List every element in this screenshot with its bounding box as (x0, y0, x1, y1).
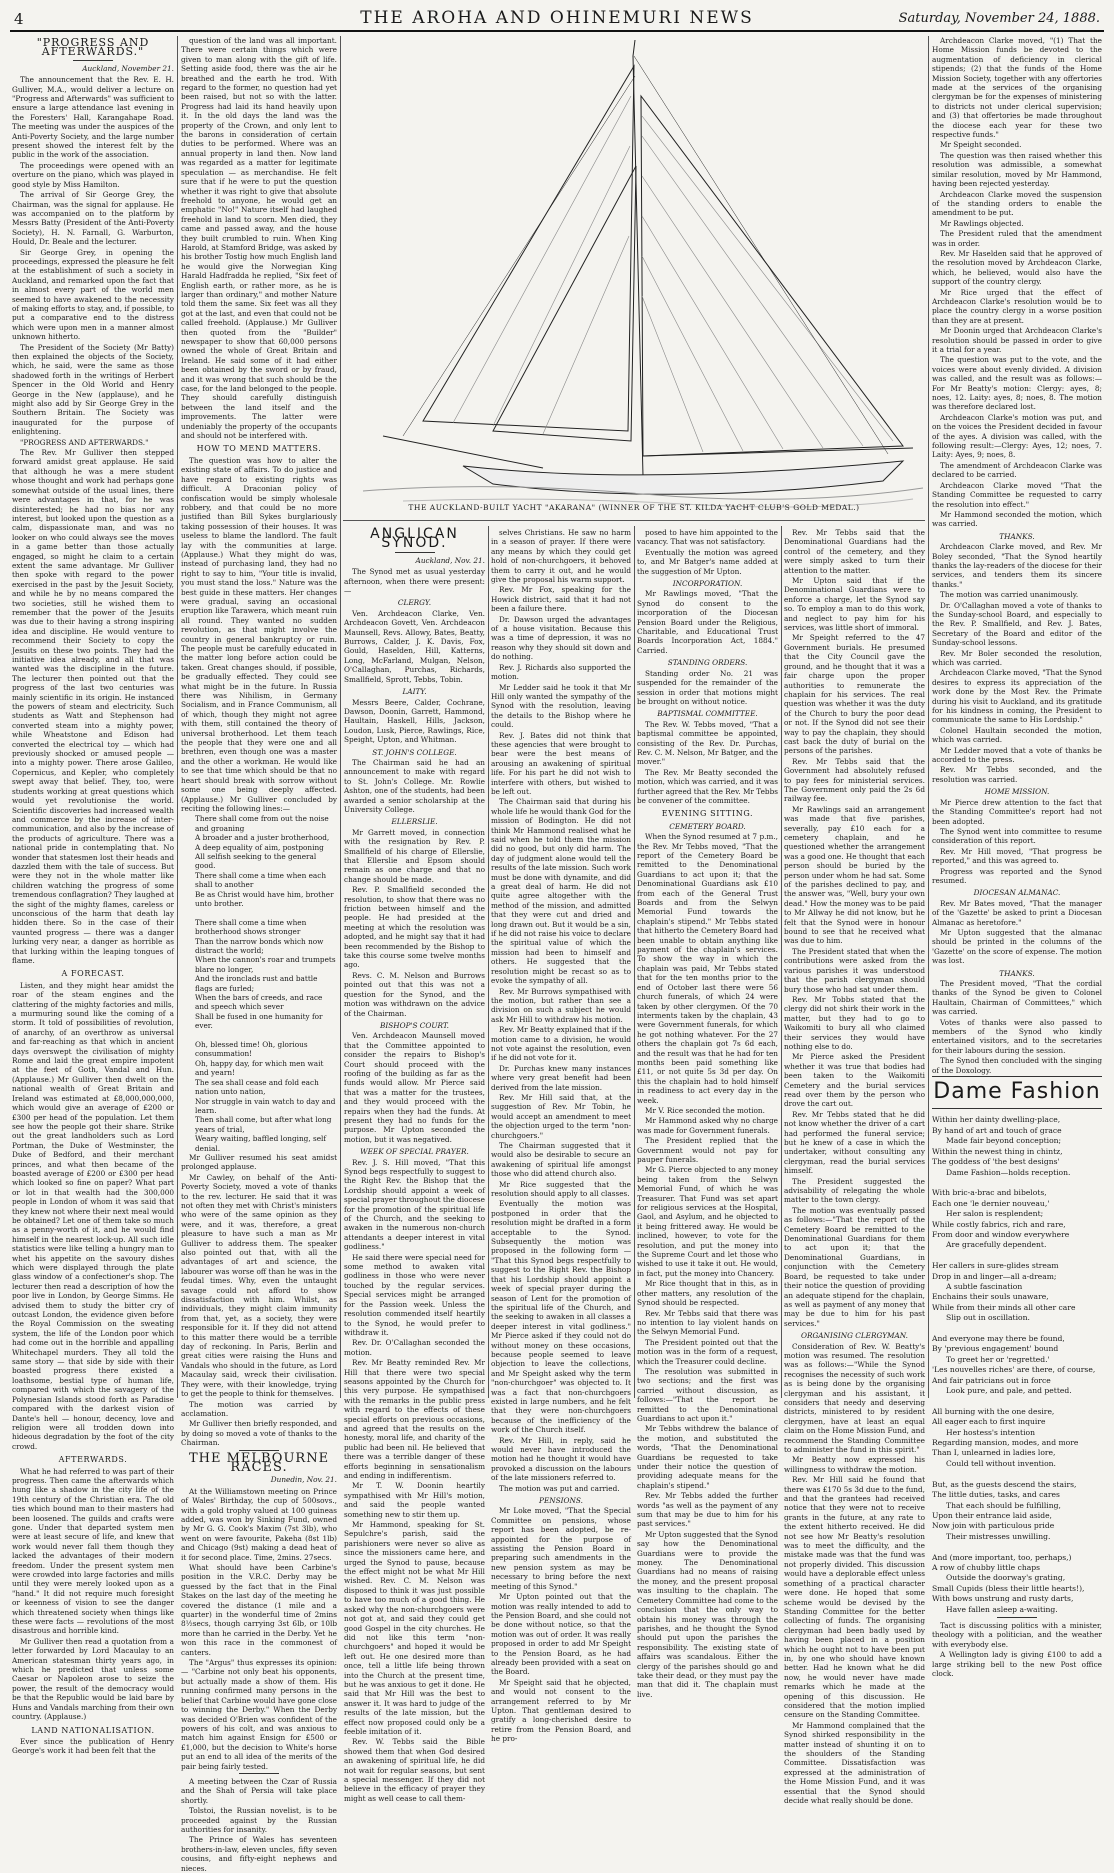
subheading: HOW TO MEND MATTERS. (196, 444, 322, 454)
yacht-staysail (493, 166, 636, 441)
paragraph: Listen, and they might hear amidst the roar of the steam engines and the clattering of the mighty factories and mills, a murmuring sound like the coming of a storm. It told of possibilities of revolution, of anarchy, of an overthrow as universal and far-reaching as that which in ancient days overswept the civilisation of mighty Rome and laid the great empire impotent at the feet of Goth, Vandal and Hun. (Applause.) Mr Gulliver then dwelt on the national wealth of Great Britain and Ireland was estimated at £8,000,000,000, which would give an average of £200 or £300 per head of the population. Let them see how the people got their share. Strike out the great landholders such as Lord Portman, the Duke of Westminster, the Duke of Bedford, and their merchant princes, and what then became of the boasted average of £200 or £300 per head which looked so fine on paper? What part or lot in that wealth had the 300,000 people in London of whom it was said that they knew not where their next meal would be obtained? Let one of them take so much as a penny-worth of it, and he would find himself in the nearest lock-up. All such idle statistics were like telling a hungry man to whet his appetite on the savoury dishes which were displayed through the plate glass window of a confectioner's shop. The lecturer then read a description of how the poor live in London, by George Simms. He advised them to study the bitter cry of outcast London, the evidence given before the Royal Commission on the sweating system, the life of the London poor which had come out in the horrible and appalling Whitechapel murders. They all told the same story — that side by side with their boasted progress there existed a loathsome, bestial type of human life, compared with which the savagery of the Polynesian Islands stood forth as Paradise compared with the darkest vision of Dante's hell — honour, decency, love and religion were all trodden down into hideous degradation by the foot of the city crowd. (12, 980, 174, 1451)
poem-line: By hand of art and touch of grace (932, 1125, 1062, 1135)
poem-line: Oh, blessed time! Oh, glorious consummation! (195, 1040, 308, 1059)
paragraph: Rev. Mr Hill moved, "That progress be reported," and this was agreed to. (932, 846, 1102, 866)
poem-line (181, 908, 337, 917)
paragraph: Rev. Mr Bates moved, "That the manager of the 'Gazette' be asked to print a Diocesan Almanac as heretofore." (932, 898, 1102, 927)
poem-line: Now join with particulous pride (932, 1521, 1055, 1531)
paragraph: Archdeacon Clarke moved, and Rev. Mr Boley seconded, "That the Synod heartily thanks the lay-readers of the diocese for their services, and tenders them its sincere thanks." (932, 542, 1102, 589)
poem-line: To greet her or 'regretted.' (946, 1354, 1050, 1364)
poem-line: Within her dainty dwelling-place, (932, 1115, 1061, 1125)
paragraph: Mr Gulliver then briefly responded, and by doing so moved a vote of thanks to the Chairman. (181, 1419, 337, 1448)
column-rule (781, 526, 782, 1398)
subheading: WEEK OF SPECIAL PRAYER. (360, 1147, 469, 1157)
poem-line: A row of chubby little chaps (932, 1562, 1040, 1572)
paragraph: The President ruled that the amendment was in order. (932, 229, 1102, 248)
poem-line (932, 1251, 1102, 1261)
poem-line: A deep equality of aim, postponing (195, 842, 324, 852)
paragraph: The President pointed out that the motion was in the form of a request, which the Treasurer could decline. (637, 1337, 778, 1366)
column-rule (488, 526, 489, 1398)
poem-line (932, 1542, 1102, 1552)
paragraph: Mr Hammond asked why no charge was made for Government funerals. (637, 1116, 778, 1135)
poem-line (181, 1031, 337, 1040)
paragraph: Mr Hammond seconded the motion, which was carried. (932, 509, 1102, 529)
paragraph: A Wellington lady is giving £100 to add a large striking bell to the new Post office clock. (932, 1650, 1102, 1678)
poem-line: Be as Christ would have him, brother unto brother. (195, 889, 334, 908)
illustration-rule (343, 520, 925, 521)
paragraph: Mr Speight referred to the 47 Government burials. He presumed that the City Council gave the ground, and he thought that it was a fair charge upon the proper authorities to remunerate the chaplain for his services. The real question was whether it was the duty of the Church to bury the poor dead or not. If the Synod did not see their way to pay the chaplain, they should cast back the duty of burial on the persons of the parishes. (784, 633, 925, 756)
poem-line: Dame Fashion—holds reception. (946, 1167, 1071, 1177)
paragraph: The Chairman suggested that it would also be desirable to secure an awakening of spiritual life amongst those who did attend church also. (491, 1141, 631, 1179)
paragraph: A meeting between the Czar of Russia and the Shah of Persia will take place shortly. (181, 1776, 337, 1805)
poem-line: Could tell without invention. (946, 1458, 1056, 1468)
subheading: CLERGY. (397, 598, 432, 608)
paragraph: The arrival of Sir George Grey, the Chairman, was the signal for applause. He was accompanied on to the platform by Messrs Batty (President of the Anti-Poverty Society), H. N. Farnall, G. Warburton, Hould, Dr. Beale and the lecturer. (12, 190, 174, 247)
paragraph: Sir George Grey, in opening the proceedings, expressed the pleasure he felt at the establishment of such a society in Auckland, and remarked upon the fact that in almost every part of the world men seemed to have awakened to the necessity of making efforts to stay, and, if possible, to put a comparative end to the distress which were upon men in a manner almost unknown hitherto. (12, 247, 174, 342)
paragraph: Mr Pierce asked the President whether it was true that bodies had been taken to the Waikomiti Cemetery and the burial services read over them by the person who drove the cart out. (784, 1052, 925, 1109)
paragraph: The motion was eventually passed as follows:—"That the report of the Cemetery Board be remitted to the Denominational Guardians for them to act upon it; that the Denominational Guardians, in conjunction with the Cemetery Board, be requested to take under their notice the question of providing an adequate stipend for the chaplain, as well as payment of any money that may be due to him for his past services." (784, 1205, 925, 1328)
paragraph: At the Williamstown meeting on Prince of Wales' Birthday, the cup of 500sovs., with a gold trophy valued at 100 guineas added, was won by Sinking Fund, owned by Mr G. G. Cook's Maxim (7st 3lb), who went on were favourite, Pakeha (8st 1lb) and Chicago (9st) making a dead heat of it for second place. Time, 2mins. 27secs. (181, 1486, 337, 1562)
poem-line: All eager each to first inquire (932, 1417, 1046, 1427)
paragraph: The Synod then concluded with the singing of the Doxology. (932, 1056, 1102, 1075)
paragraph: Mr Garrett moved, in connection with the resignation by Rev. P. Smallfield of his charge of Ellerslie, that Ellerslie and Epsom should remain as one charge and that no change should be made. (344, 827, 485, 884)
recited-poem (181, 814, 337, 1153)
paragraph: Mr Upton suggested that the Synod say how the Denominational Guardians were to provide the money. The Denominational Guardians had no means of raising the money, and the present proposal was insulting to the chaplain. The Cemetery Committee had come to the conclusion that the only way to obtain his money was through the parishes, and he thought the Synod should put upon the parishes the responsibility. The existing state of affairs was scandalous. Either the clergy of the parishes should go and take their dead, or they must pay the man that did it. The chaplain must live. (637, 1529, 778, 1699)
paragraph: Ven. Archdeacon Clarke, Ven. Archdeacon Govett, Ven. Archdeacon Maunsell, Revs. Allowy, Bates, Beatty, Burrows, Calder, J. K. Davis, Fox, Gould, Haselden, Hill, Katterns, Long, McFarland, Mulgan, Nelson, O'Callaghan, Purchas, Richards, Smallfield, Sprott, Tebbs, Tobin. (344, 608, 485, 684)
yacht-jib (423, 66, 634, 431)
paragraph: Mr Ledder moved that a vote of thanks be accorded to the press. (932, 745, 1102, 765)
paragraph: The question was how to alter the existing state of affairs. To do justice and have regard to existing rights was difficult. A Draconian policy of confiscation would be simply wholesale robbery, and that could be no more justified than Bill Sykes burglariously taking possession of their houses. It was useless to blame the landlord. The fault lay with the communities at large. (Applause.) What they might do was, instead of purchasing land, they had no right to say to him, "Your title is invalid, you must stand the loss." Nature was the best guide in these matters. Her changes were gradual, saving an occasional eruption like Tarawera, which meant ruin all round. They wanted no sudden revolution, as that might involve the country in general bankruptcy or ruin. The people must be carefully educated in the matter long before action could be taken. Great changes should, if possible, be gradually effected. They could see what might be in the future. In Russia there was Nihilism, in Germany Socialism, and in France Communism, all of which, though they might not agree with them, still contained the theory of universal brotherhood. Let them teach the people that they were one and all brethren, even though one was a master and the other a workman. He would like to see that time which should be that no heart should break with sorrow without some one being deeply affected. (Applause.) Mr Gulliver concluded by reciting the following lines:— (181, 455, 337, 813)
paragraph: Mr V. Rice seconded the motion. (645, 1105, 765, 1115)
dame-fashion-poem (932, 1115, 1102, 1615)
column-6 (784, 528, 925, 1806)
poem-line: Her salon is resplendent; (946, 1209, 1044, 1219)
subheading: ST. JOHN'S COLLEGE. (372, 747, 457, 757)
paragraph: The "Argus" thus expresses its opinion:— "Carbine not only beat his opponents, but actually made a show of them. His running confirmed many persons in the belief that Carbine would have gone close to winning the Derby." When the Derby was decided O'Brien was confident of the powers of his colt, and was anxious to match him against Ensign for £500 or £1,000, but the decision to White's horse put an end to all idea of the merits of the pair being fairly tested. (181, 1658, 337, 1771)
column-3 (344, 526, 485, 1803)
paragraph: The Chairman said he had an announcement to make with regard to St. John's College. Mr. Rowlie Ashton, one of the students, had been awarded a senior scholarship at the University College. (344, 757, 485, 814)
poem-line: And fair patricians out in force (932, 1375, 1051, 1385)
paragraph: Mr Ledder said he took it that Mr Hill only wanted the sympathy of the Synod with the resolution, leaving the details to the Bishop where he could. (491, 682, 631, 730)
paragraph: Mr Rawlings objected. (940, 218, 1024, 228)
poem-line: With bows unstrung and rusty darts, (932, 1594, 1074, 1604)
paragraph: The question was then raised whether this resolution was admissible, a somewhat similar resolution, moved by Mr Hammond, having been rejected yesterday. (932, 150, 1102, 189)
paragraph: Eventually the motion was agreed to, and Mr Batger's name added at the suggestion of Mr Upton. (637, 547, 778, 576)
paragraph: Mr Rawlings said an arrangement was made that five parishes, severally, pay £10 each for a cemetery chaplain, and he questioned whether the arrangement was a good one. He thought that each person should be buried by the person under whom he had sat. Some of the parishes declined to pay, and the answer was, "Well, bury your own dead." How the money was to be paid to Mr Allway he did not know, but he felt that the Synod were in honour bound to see that he received what was due to him. (784, 804, 925, 946)
paragraph: Mr Loke moved, "That the Special Committee on pensions, whose report has been adopted, be re-appointed for the purpose of assisting the Pension Board in preparing such amendments in the new pension system as may be necessary to bring before the next meeting of this Synod." (491, 1506, 631, 1591)
poem-line: There shall come from out the noise and groaning (195, 814, 329, 833)
illustration-caption: THE AUCKLAND-BUILT YACHT "AKARANA" (WINNER OF THE ST. KILDA YACHT CLUB'S GOLD MEDAL.) (408, 503, 860, 512)
paragraph: Dr. O'Callaghan moved a vote of thanks to the Sunday-school Board, and especially to the Rev. P. Smallfield, and Rev. J. Bates, Secretary of the Board and editor of the Sunday-school lessons. (932, 600, 1102, 648)
paragraph: Rev. W. Tebbs said the Bible showed them that when God desired an awakening of spiritual life, he did not wait for regular seasons, but sent a special messenger. If they did not believe in the efficacy of prayer they might as well cease to call them- (344, 1737, 485, 1803)
poem-line: Than the narrow bonds which now distract the world; (195, 936, 324, 955)
poem-line: When the bars of creeds, and race and speech which sever (195, 993, 323, 1012)
paragraph: Rev. Mr Tebbs said that the Government had absolutely refused to pay fees for ministerial services. The Government only paid the 2s 6d railway fee. (784, 756, 925, 804)
poem-line (932, 1178, 1102, 1188)
paragraph: Rev. Mr Tebbs seconded, and the resolution was carried. (932, 765, 1102, 784)
paragraph: Rev. Mr Haselden said that he approved of the resolution moved by Archdeacon Clarke, which, he believed, would also have the support of the country clergy. (932, 248, 1102, 287)
poem-line: Enchains their souls unaware, (932, 1292, 1049, 1302)
paragraph: Rev. Mr Beatty reminded Rev. Mr Hill that there were two special seasons appointed by the Church for this very purpose. He sympathised with the remarks in the public press with regard to the effects of these special efforts on previous occasions, and agreed that the results on the honesty, moral life, and charity of the public had been nil. He believed that there was a terrible danger of these efforts beginning in sensationalism and ending in indifferentism. (344, 1358, 485, 1480)
paragraph: Archdeacon Clarke moved, "That the Synod desires to express its appreciation of the work done by the Most Rev. the Primate during his visit to Auckland, and its gratitude for his kindness in coming, the President to communicate the same to His Lordship." (932, 668, 1102, 725)
poem-line: There shall come a time when each shall to another (195, 870, 327, 890)
subheading: ELLERSLIE. (391, 817, 438, 827)
poem-line: Nor struggle in vain watch to day and learn. (195, 1096, 336, 1115)
paragraph: Mr G. Pierce objected to any money being taken from the Selwyn Memorial Fund, of which he was Treasurer. That Fund was set apart for religious services at the Hospital, Gaol, and Asylum, and he objected to it being frittered away. He would be inclined, however, to vote for the resolution, and put the money into the Supreme Court and let those who wished to use it take it out. He would, in fact, put the money into Chancery. (637, 1165, 778, 1278)
yacht-illustration (343, 36, 925, 518)
paragraph: Rev. Mr Fox, speaking for the Howick district, said that it had not been a failure there. (491, 585, 631, 614)
column-2 (181, 36, 337, 1873)
column-rule (928, 36, 929, 1398)
poem-box (932, 1076, 1102, 1109)
paragraph: Votes of thanks were also passed to members of the Synod who kindly entertained visitors, and to the secretaries for their labours during the session. (932, 1017, 1102, 1055)
newspaper-title: THE AROHA AND OHINEMURI NEWS (360, 8, 754, 28)
paragraph: selves Christians. He saw no harm in a season of prayer. If there were any means by which they could get hold of non-churchgoers, it behoved them to carry it out, and he would give the proposal his warm support. (491, 528, 631, 585)
paragraph: Rev. J. Richards also supported the motion. (491, 662, 631, 682)
paragraph: Mr Pierce drew attention to the fact that the Standing Committee's report had not been adopted. (932, 797, 1102, 826)
paragraph: Mr Upton said that if the Denominational Guardians were to enforce a charge, let the Synod say so. To employ a man to do this work, and neglect to pay him for his services, was little short of immoral. (784, 576, 925, 633)
paragraph: Mr Gulliver then read a quotation from a letter forwarded by Lord Macaulay to an American statesman thirty years ago, in which he predicted that unless some Caesar or Napoleon arose to seize the power, the result of the democracy would be that the Republic would be laid bare by Huns and Vandals marching from their own country. (Applause.) (12, 1636, 174, 1722)
paragraph: Rev. Mr Hill said he found that there was £170 5s 3d due to the fund, and that the grantees had received notice that they were not to receive grants in the future, at any rate to the extent hitherto received. He did not see how Mr Beatty's resolution was to meet the difficulty, and the mistake made was that the fund was not properly divided. This discussion would have a deplorable effect unless something of a practical character were done. He hoped that some scheme would be devised by the Standing Committee for the better collecting of funds. The organising clergyman had been badly used by having been placed in a position which he ought not to have been put in, by one who should have known better. Had he known what he did now, he would never have made remarks which he made at the opening of this discussion. He considered that the motion implied censure on the Standing Committee. (784, 1475, 925, 1720)
paragraph: Ven. Archdeacon Maunsell moved that the Committee appointed to consider the repairs to Bishop's Court should proceed with the roofing of the building as far as the funds would allow. Mr Pierce said that was a matter for the trustees, and they would proceed with the repairs when they had the funds. At present they had no funds for the purpose. Mr Upton seconded the motion, but it was negatived. (344, 1031, 485, 1144)
paragraph: Messrs Beere, Calder, Cochrane, Dawson, Doonin, Garrett, Hammond, Haultain, Haskell, Hills, Jackson, Loudon, Lusk, Pierce, Rawlings, Rice, Speight, Upton, and Whitman. (344, 697, 485, 745)
paragraph: Mr Rice urged that the effect of Archdeacon Clarke's resolution would be to place the country clergy in a worse position than they are at present. (932, 287, 1102, 325)
poem-line: Oh, happy day, for which men wait and yearn! (195, 1058, 324, 1078)
column-rule (177, 36, 178, 1398)
poem-line: Small Cupids (bless their little hearts!), (932, 1583, 1085, 1593)
poem-line: Her callers in sure-glides stream (932, 1261, 1059, 1271)
paragraph: Mr Rawlings moved, "That the Synod do consent to the incorporation of the Diocesan Pension Board under the Religious, Charitable, and Educational Trust Boards Incorporation Act, 1884." Carried. (637, 589, 778, 655)
subheading: INCORPORATION. (672, 579, 743, 589)
poem-line: Upon their entrance laid aside, (932, 1510, 1052, 1520)
poem-line: Outside the doorway's grating, (946, 1573, 1066, 1583)
paragraph: posed to have him appointed to the vacancy. That was not satisfactory. (637, 528, 778, 547)
poem-line: Each one 'le dernier nouveau,' (932, 1198, 1050, 1208)
poem-line (932, 1396, 1102, 1406)
paragraph: Rev. Mr Burrows sympathised with the motion, but rather than see a division on such a subject he would ask Mr Hill to withdraw his motion. (491, 986, 631, 1024)
paragraph: The amendment of Archdeacon Clarke was declared to be carried. (932, 460, 1102, 480)
paragraph: Rev. Mr Tebbs added the further words "as well as the payment of any sum that may be due to him for his past services." (637, 1491, 778, 1529)
paragraph: Mr Beatty now expressed his willingness to withdraw the motion. (784, 1455, 925, 1474)
dateline: Auckland, November 21. (82, 63, 174, 73)
paragraph: What he had referred to was part of their progress. Then came the afterwards which hung like a shadow in the city life of the 19th century of the Christian era. The old ties which bound man to their masters had been loosened. The guilds and crafts were gone. Under that departed system men were at least secure of life, and knew that work would never fall them though they lacked the advantages of their modern freedom. Under the present system men were crowded into large factories and mills until they were merely looked upon as a "hand." It did not require much foresight or keenness of vision to see the danger which threatened society when things like these were facts — revolutions of the most disastrous and horrible kind. (12, 1466, 174, 1636)
column-1 (12, 36, 174, 1756)
subheading: LAND NATIONALISATION. (31, 1725, 155, 1735)
poem-line: And the ironclads rust and battle flags are furled; (195, 974, 318, 993)
paragraph: Mr T. W. Doonin heartily sympathised with Mr Hill's motion, and said the people wanted something new to stir them up. (344, 1481, 485, 1519)
column-4 (491, 528, 631, 1744)
paragraph: The resolution was submitted in two sections; and the first was carried without discussion, as follows:—"That the report be remitted to the Denominational Guardians to act upon it." (637, 1366, 778, 1423)
paragraph: Rev. Dr. O'Callaghan seconded the motion. (344, 1338, 485, 1357)
poem-line: But, as the guests descend the stairs, (932, 1479, 1077, 1489)
paragraph: The Synod met as usual yesterday afternoon, when there were present:— (344, 567, 485, 596)
issue-date: Saturday, November 24, 1888. (898, 11, 1100, 26)
divider (997, 1617, 1037, 1618)
paragraph: Mr Upton suggested that the almanac should be printed in the columns of the 'Gazette' on the score of expense. The motion was lost. (932, 927, 1102, 966)
subheading: DIOCESAN ALMANAC. (973, 888, 1061, 898)
paragraph: Rev. Mr Boler seconded the resolution, which was carried. (932, 648, 1102, 667)
poem-line: While costly fabrics, rich and rare, (932, 1219, 1066, 1229)
poem-line: The goddess of 'the best designs' (932, 1157, 1060, 1167)
paragraph: Rev. Mr Tebbs said that the Denominational Guardians had the control of the cemetery, and they were simply asked to turn their attention to the matter. (784, 528, 925, 575)
paragraph: The President of the Society (Mr Batty) then explained the objects of the Society, which, he said, were the same as those shadowed forth in the writings of Herbert Spencer in the Old World and Henry George in the New (applause), and he might also add by Sir George Grey in the Southern Britain. The Society was inaugurated for the purpose of enlightening. (12, 342, 174, 437)
subheading: STANDING ORDERS. (667, 658, 748, 668)
paragraph: Dr. Purchas knew many instances where very great benefit had been derived from the late mission. (491, 1063, 631, 1092)
paragraph: Mr Rice suggested that the resolution should apply to all classes. (491, 1179, 631, 1199)
poem-line: The little duties, tasks, and cares (932, 1490, 1060, 1500)
paragraph: What should have been Carbine's position in the V.R.C. Derby may be guessed by the fact that in the Final Stakes on the last day of the meeting he covered the distance (1 mile and a quarter) in the wonderful time of 2mins 8½secs, though carrying 3st 6lb, or 10lb more than he carried in the Derby. Yet he won this race in the commonest of canters. (181, 1563, 337, 1657)
column-rule (634, 526, 635, 1398)
poem-line: And (more important, too, perhaps,) (932, 1552, 1072, 1562)
subheading: HOME MISSION. (984, 787, 1050, 797)
poem-line: The sea shall cease and fold each nation unto nation, (195, 1077, 319, 1097)
paragraph: Rev. Mr Tebbs said that there was no intention to lay violent hands on the Selwyn Memorial Fund. (637, 1308, 778, 1337)
page-number: 4 (14, 10, 24, 28)
paragraph: Rev. J. Bates did not think that these agencies that were brought to bear were the best means of arousing an awakening of spiritual life. For his part he did not wish to interfere with others, but wished to be left out. (491, 730, 631, 796)
paragraph: The Rev. W. Tebbs moved, "That a baptismal committee be appointed, consisting of the Rev. Dr. Purchas, Rev. C. M. Nelson, Mr Batger, and the mover." (637, 719, 778, 767)
poem-line: From door and window everywhere (932, 1229, 1070, 1239)
paragraph: The President suggested the advisability of relegating the whole matter to the town clergy. (784, 1176, 925, 1205)
paragraph: "PROGRESS AND AFTERWARDS." (20, 437, 149, 447)
paragraph: Mr Speight said that he objected, and would not consent to the arrangement referred to by Mr Upton. That gentleman desired to gratify a long-cherished desire to retire from the Pension Board, and he pro- (491, 1677, 631, 1744)
poem-line: That each should be fulfilling, (946, 1500, 1061, 1510)
paragraph: The Synod went into committee to resume consideration of this report. (932, 826, 1102, 846)
paragraph: The motion was carried by acclamation. (181, 1399, 337, 1418)
poem-line: A broader and a juster brotherhood, (195, 833, 330, 843)
paragraph: Mr Upton pointed out that the motion was really intended to add to the Pension Board, and she could not be done without notice, so that the motion was out of order. It was really proposed in order to add Mr Speight to the Pension Board, as he had already been provided with a seat on the Board. (491, 1592, 631, 1677)
paragraph: Mr Tebbs withdrew the balance of the motion, and substituted the words, "That the Denominational Guardians be requested to take under their notice the question of providing adequate means for the chaplain's stipend." (637, 1424, 778, 1490)
poem-line: Shall be fused in one humanity for ever. (195, 1011, 323, 1031)
poem-line: With bric-a-brac and bibelots, (932, 1188, 1047, 1198)
paragraph: The motion was carried unanimously. (940, 590, 1079, 600)
poem-line (932, 1324, 1102, 1334)
poem-line: Than I, unlearned in ladies lore, (932, 1448, 1056, 1458)
masthead (10, 6, 1104, 32)
divider (239, 1773, 279, 1774)
divider (395, 552, 435, 553)
paragraph: Dr. Dawson urged the advantages of a house visitation. Because this was a time of depression, it was no reason why they should sit down and do nothing. (491, 614, 631, 662)
subheading: EVENING SITTING. (661, 809, 754, 819)
column-7 (932, 36, 1102, 1678)
yacht-boom (643, 448, 913, 456)
poem-line: All selfish seeking to the general good. (195, 851, 317, 871)
yacht-bowsprit (383, 436, 543, 468)
paragraph: When the Synod resumed at 7 p.m., the Rev. Mr Tebbs moved, "That the report of the Cemetery Board be remitted to the Denominational Guardians to act upon it; that the Denominational Guardians ask £10 from each of the General Trust Boards and from the Selwyn Memorial Fund towards the chaplain's stipend." Mr Tebbs stated that hitherto the Cemetery Board had been unable to obtain anything like payment of the chaplain's services. To show the way in which the chaplain was paid, Mr Tebbs stated that for the ten months prior to the end of October last there were 56 church funerals, of which 24 were taken by other clergymen. Of the 70 interments taken by the chaplain, 43 were Government funerals, for which he got nothing whatever. For the 27 others the chaplain got 7s 6d each, and the result was that he had for ten months been paid something like £11, or not quite 5s 3d per day. On this the chaplain had to hold himself in readiness to act every day in the week. (637, 832, 778, 1105)
poem-line: And everyone may there be found, (932, 1334, 1065, 1343)
subheading: AFTERWARDS. (58, 1455, 128, 1465)
poem-line (932, 1469, 1102, 1479)
paragraph: The question was put to the vote, and the voices were about evenly divided. A division was called, and the result was as follows:—For Mr Beatty's motion: Clergy: ayes, 8; noes, 12. Laity: ayes, 8; noes, 8. The motion was therefore declared lost. (932, 355, 1102, 412)
subheading: BAPTISMAL COMMITTEE. (657, 709, 758, 719)
subheading: LAITY. (402, 687, 427, 697)
paragraph: Rev. P. Smallfield seconded the resolution, to show that there was no friction between himself and the people. He had presided at the meeting at which the resolution was adopted, and he might say that it had been recommended by the Bishop to take this course some twelve months ago. (344, 885, 485, 970)
poem-line: Their mistresses unwilling. (946, 1531, 1051, 1541)
paragraph: He said there were special need for some method to awaken vital godliness in those who were never touched by the regular services. Special services might be arranged for the Passion week. Unless the resolution commended itself heartily to the Synod, he would prefer to withdraw it. (344, 1252, 485, 1337)
paragraph: Archdeacon Clarke moved "That the Standing Committee be requested to carry the resolution into effect." (932, 480, 1102, 509)
poem-line: Are gracefully dependent. (946, 1240, 1047, 1250)
paragraph: The announcement that the Rev. E. H. Gulliver, M.A., would deliver a lecture on "Progress and Afterwards" was sufficient to ensure a large attendance last evening in the Foresters' Hall, Karangahape Road. The meeting was under the auspices of the Anti-Poverty Society, and the large number present showed the interest felt by the public in the work of the association. (12, 75, 174, 160)
paragraph: Mr Gulliver resumed his seat amidst prolonged applause. (181, 1152, 337, 1172)
paragraph: Mr Hammond, speaking for St. Sepulchre's parish, said the parishioners were never so alive as since the missioners came here, and urged the Synod to pause, because the effect might not be what Mr Hill wished. Rev. C. M. Nelson was disposed to think it was just possible to have too much of a good thing. He asked why the non-churchgoers were not got at, and said they could get good Gospel in the city churches. He did not like this term "non-churchgoers" and hoped it would be left out. He one desired more than once, tell a little life being thrown into the Church at the present time, but he was anxious to get it done. He said that Mr Hill was the best to answer it. It was hard to judge of the results of the late mission, but the effect now proposed could only be a feeble imitation of it. (344, 1520, 485, 1736)
poem-line: There shall come a time when brotherhood shows stronger (195, 917, 307, 937)
poem-line: A subtle fascination (946, 1281, 1023, 1291)
poem-line: Look pure, and pale, and petted. (946, 1386, 1072, 1396)
paragraph: The President replied that the Government would not pay for pauper funerals. (637, 1136, 778, 1164)
paragraph: Colonel Haultain seconded the motion, which was carried. (932, 725, 1102, 745)
paragraph: question of the land was all important. There were certain things which were given to man along with the gift of life. Setting aside food, there was the air he breathed and the earth he trod. With regard to the former, no question had yet been raised, but not so with the latter. Progress had laid its hand heavily upon it. In the old days the land was the property of the Crown, and only lent to the barons in consideration of certain duties to be performed. Where was an annual property in land then. Now land was regarded as a matter for legitimate speculation — as merchandise. He felt sure that if he were to put the question whether it was right to give that absolute freehold to anyone, he would get an emphatic "No!" Nature itself had laughed freehold in land to scorn. Men died, they came and passed away, and the house they built crumbled to ruin. When King Harold, at Stamford Bridge, was asked by his brother Tostig how much English land he would give the Norwegian King Harald Hadfradda he replied, "Six feet of English earth, or rather more, as he is larger than ordinary," and mother Nature told them the same. Six feet was all they got at the last, and even that could not be called freehold. (Applause.) Mr Gulliver then quoted from the "Builder" newspaper to show that 60,000 persons owned the whole of Great Britain and Ireland. He said some of it had either been obtained by the sword or by fraud, and it was wrong that such should be the case, for the land belonged to the people. They should carefully distinguish between the land itself and the improvements. The latter were undeniably the property of the occupants and should not be interfered with. (181, 36, 337, 441)
paragraph: The Rev. Mr Gulliver then stepped forward amidst great applause. He said that although he was a mere student whose thought and work had perhaps gone somewhat outside of the usual lines, there were advantages in that, for he was disinterested; he had no bias nor any interest, but looked upon the question as a calm, dispassionate man, and was no looker on who could always see the moves in a game better than those actually engaged, so might he claim to a certain extent the same advantage. Mr Gulliver then spoke with regard to the power exercised in the past by the Jesuit Society, and while he by no means compared the two societies, still he wished them to remember that the power of the Jesuits was due to their having a strong inspiring idea and discipline. He would venture to recommend their Society to copy the Jesuits on these two points. They had the initiative idea already, and all that was wanted was the discipline in the future. The lecturer then pointed out that the progress of the last two centuries was mainly scientific in its origin. He instanced the powers of steam and electricity. Such students as Watt and Stephenson had converted steam into a mighty power, while Wheatstone and Edison had converted the electrical toy — which had previously shocked or amused people — into a mighty power. There arose Galileo, Copernicus, and Kepler, who completely swept away that belief. They, too, were students working at great questions which would yet revolutionise the world. Scientific discoveries had increased wealth and commerce by the increase of inter-communication, and also by the increase of the products of agriculture. There was a national pride in contemplating that. No wonder that statesmen lost their heads and dazzled them with the tale of success. But were they not in the whole matter like children watching the progress of some tremendous conflagration? They laughed at the sight of the mighty flames, careless or unconscious of the harm that death lay hidden there. So in the case of their vaunted progress — there was a danger lurking very near, a danger as horrible as that lurking within the leaping tongues of flame. (12, 448, 174, 965)
paragraph: Mr Cawley, on behalf of the Anti-Poverty Society, moved a vote of thanks to the rev. lecturer. He said that it was not often they met with Christ's ministers who were of the same opinion as they were, and it was, therefore, a great pleasure to have such a man as Mr Gulliver to address them. The speaker also pointed out that, with all the advantages of art and science, the labourer was worse off than he was in the feudal times. Why, even the untaught savage could not afford to show dissatisfaction with him. Whilst, as individuals, they might claim immunity from that, yet, as a society, they were responsible for it. If they did not attend to this matter there would be a terrible day of reckoning. In Paris, Berlin and great cities were raising the Huns and Vandals who should in the future, as Lord Macaulay said, wreck their civilisation. They were, with their knowledge, trying to get the people to think for themselves. (181, 1172, 337, 1399)
paragraph: Standing order No. 21 was suspended for the remainder of the session in order that motions might be brought on without notice. (637, 668, 778, 706)
paragraph: The motion was put and carried. (499, 1483, 620, 1493)
paragraph: Eventually the motion was postponed in order that the resolution might be drafted in a form acceptable to the Synod. Subsequently the motion was proposed in the following form — "That this Synod begs respectfully to suggest to the Right Rev. the Bishop that his Lordship should appoint a week of special prayer during the season of Lent for the promotion of the spiritual life of the Church, and the seeking to awaken in all classes a deeper interest in vital godliness." Mr Pierce asked if they could not do without money on these occasions, because people seemed to leave objection to leave the collections, and Mr Speight asked why the term "non-churchgoer" was objected to. It was a fact that non-churchgoers existed in large numbers, and he felt that they were non-churchgoers because of the inefficiency of the work of the Church itself. (491, 1199, 631, 1435)
subheading: BISHOP'S COURT. (379, 1020, 450, 1030)
column-5 (637, 528, 778, 1699)
article-heading: THE MELBOURNE RACES. (188, 1450, 330, 1475)
paragraph: The President stated that when the contributions were asked from the various parishes it was understood that the parish clergyman should bury those who had sat under them. (784, 946, 925, 994)
poem-line: When the cannon's roar and trumpets blare no longer, (195, 955, 336, 974)
poem-line: Her hostess's intention (946, 1427, 1035, 1437)
paragraph: Rev. J. S. Hill moved, "That this Synod begs respectfully to suggest to the Right Rev. the Bishop that the Lordship should appoint a week of special prayer throughout the diocese for the promotion of the spiritual life of the Church, and the seeking to awaken in the numerous non-church attendants a deeper interest in vital godliness." (344, 1157, 485, 1252)
paragraph: Mr Rice thought that in this, as in other matters, any resolution of the Synod should be respected. (637, 1279, 778, 1308)
paragraph: Mr Hammond complained that the Synod shirked responsibility in the matter instead of shunting it on to the shoulders of the Standing Committee. Dissatisfaction was expressed at the administration of the Home Mission Fund, and it was essential that the Synod should decide what really should be done. (784, 1720, 925, 1806)
paragraph: Rev. Mr Tebbs stated that he did not know whether the driver of a cart had performed the funeral service; but he knew of a case in which the undertaker, without consulting any clergyman, read the burial services himself. (784, 1109, 925, 1176)
subheading: CEMETERY BOARD. (669, 821, 746, 831)
subheading: THANKS. (999, 531, 1035, 541)
subheading: ORGANISING CLERGYMAN. (800, 1331, 908, 1341)
paragraph: Archdeacon Clarke moved the suspension of the standing orders to enable the amendment to be put. (932, 189, 1102, 218)
poem-line: Have fallen asleep a-waiting. (946, 1604, 1058, 1614)
poem-line: Regarding mansion, modes, and more (932, 1438, 1079, 1448)
yacht-hull (463, 461, 903, 494)
poem-line: Weary waiting, baffled longing, self denial. (195, 1134, 327, 1153)
poem-line: Slip out in oscillation. (946, 1313, 1030, 1323)
paragraph: Ever since the publication of Henry George's work it had been felt that the (12, 1736, 174, 1756)
poem-line: Made fair beyond conception; (946, 1136, 1062, 1146)
poem-line: While from their minds all other care (932, 1302, 1076, 1312)
article-heading: ANGLICAN SYNOD. (370, 526, 459, 552)
paragraph: Revs. C. M. Nelson and Burrows pointed out that this was not a question for the Synod, and the motion was withdrawn on the advice of the Chairman. (344, 970, 485, 1018)
poem-line: All burning with the one desire, (932, 1406, 1055, 1416)
poem-line: Within the newest thing in chintz, (932, 1146, 1063, 1156)
paragraph: The Chairman said that during his whole life he would thank God for the mission of Bodington. He did not think Mr Hammond realised what he said when he told them the mission did no good, but only did harm. The day of judgment alone would tell the results of the late mission. Such work must be done with dynamite, and did a great deal of harm. He did not quite agree altogether with the method of the mission, and admitted that they were cut and dried and long drawn out. But it would be a sin, if he did not raise his voice to declare the spiritual value of which the mission had been to himself and others. He suggested that the resolution might be recast so as to evoke the sympathy of all. (491, 797, 631, 986)
poem-line: 'Les nouvelles riches' are there, of course, (932, 1365, 1096, 1375)
paragraph: Consideration of Rev. W. Beatty's motion was resumed. The resolution was as follows:—"While the Synod recognises the necessity of such work as is being done by the organising clergyman and his assistant, it considers that needy and deserving districts, ministered to by resident clergymen, have at least an equal claim on the Home Mission Fund, and recommend the Standing Committee to administer the fund in this spirit." (784, 1341, 925, 1454)
divider (73, 60, 113, 61)
paragraph: Archdeacon Clarke's motion was put, and on the voices the President decided in favour of the ayes. A division was called, with the following result:—Clergy: Ayes, 12; noes, 7. Laity: Ayes, 9; noes, 8. (932, 412, 1102, 460)
poem-title: Dame Fashion (933, 1079, 1101, 1105)
poem-line: Drop in and linger—all a-dream; (932, 1271, 1057, 1281)
paragraph: Mr Speight seconded. (940, 140, 1022, 150)
paragraph: The proceedings were opened with an overture on the piano, which was played in good style by Miss Hamilton. (12, 160, 174, 189)
poem-line: By 'previous engagement' bound (932, 1344, 1059, 1354)
dateline: Dunedin, Nov. 21. (270, 1475, 337, 1485)
paragraph: Progress was reported and the Synod resumed. (932, 866, 1102, 885)
subheading: PENSIONS. (539, 1496, 583, 1506)
paragraph: Rev. Mr Hill, in reply, said he would never have introduced the motion had he thought it would have provoked a discussion on the labours of the late missioners referred to. (491, 1435, 631, 1483)
paragraph: Rev. Mr Tobbs stated that the clergy did not shirk their work in the matter, but they had to go to Waikomiti to bury all who claimed their services they would have nothing else to do. (784, 994, 925, 1051)
paragraph: Mr Doonin urged that Archdeacon Clarke's resolution should be passed in order to give it a trial for a year. (932, 326, 1102, 354)
poem-line: Then shall come, but after what long years of trial, (195, 1115, 332, 1134)
yacht-mainsail (641, 96, 903, 456)
paragraph: The Prince of Wales has seventeen brothers-in-law, eleven uncles, fifty seven cousins, and fifty-eight nephews and nieces. (181, 1835, 337, 1873)
dateline: Auckland, Nov. 21. (415, 555, 485, 565)
paragraph: Rev. Mr Beatty explained that if the motion came to a division, he would not vote against the resolution, even if he did not vote for it. (491, 1025, 631, 1063)
article-heading: "PROGRESS AND AFTERWARDS." (36, 36, 150, 59)
subheading: A FORECAST. (61, 969, 125, 979)
column-rule (340, 36, 341, 1398)
paragraph: The Rev. Mr Beatty seconded the motion, which was carried, and it was further agreed that the Rev. Mr Tebbs be convener of the committee. (637, 767, 778, 805)
paragraph: Tact is discussing politics with a minister, theology with a politician, and the weather with everybody else. (932, 1620, 1102, 1649)
paragraph: The President moved, "That the cordial thanks of the Synod be given to Colonel Haultain, Chairman of Committees," which was carried. (932, 979, 1102, 1017)
paragraph: Archdeacon Clarke moved, "(1) That the Home Mission funds be devoted to the augmentation of deficiency in clerical stipends; (2) that the funds of the Home Mission Society, together with any offertories made at the services of the organising clergyman be for the expenses of ministering to districts not under clerical supervision; and (3) that offertories be made throughout the diocese each year for these two respective funds." (932, 36, 1102, 140)
paragraph: Tolstoi, the Russian novelist, is to be proceeded against by the Russian authorities for insanity. (181, 1806, 337, 1834)
subheading: THANKS. (999, 968, 1035, 978)
paragraph: Rev. Mr Hill said that, at the suggestion of Rev. Mr Tobin, he would accept an amendment to meet the objection urged to the term "non-churchgoers." (491, 1092, 631, 1140)
